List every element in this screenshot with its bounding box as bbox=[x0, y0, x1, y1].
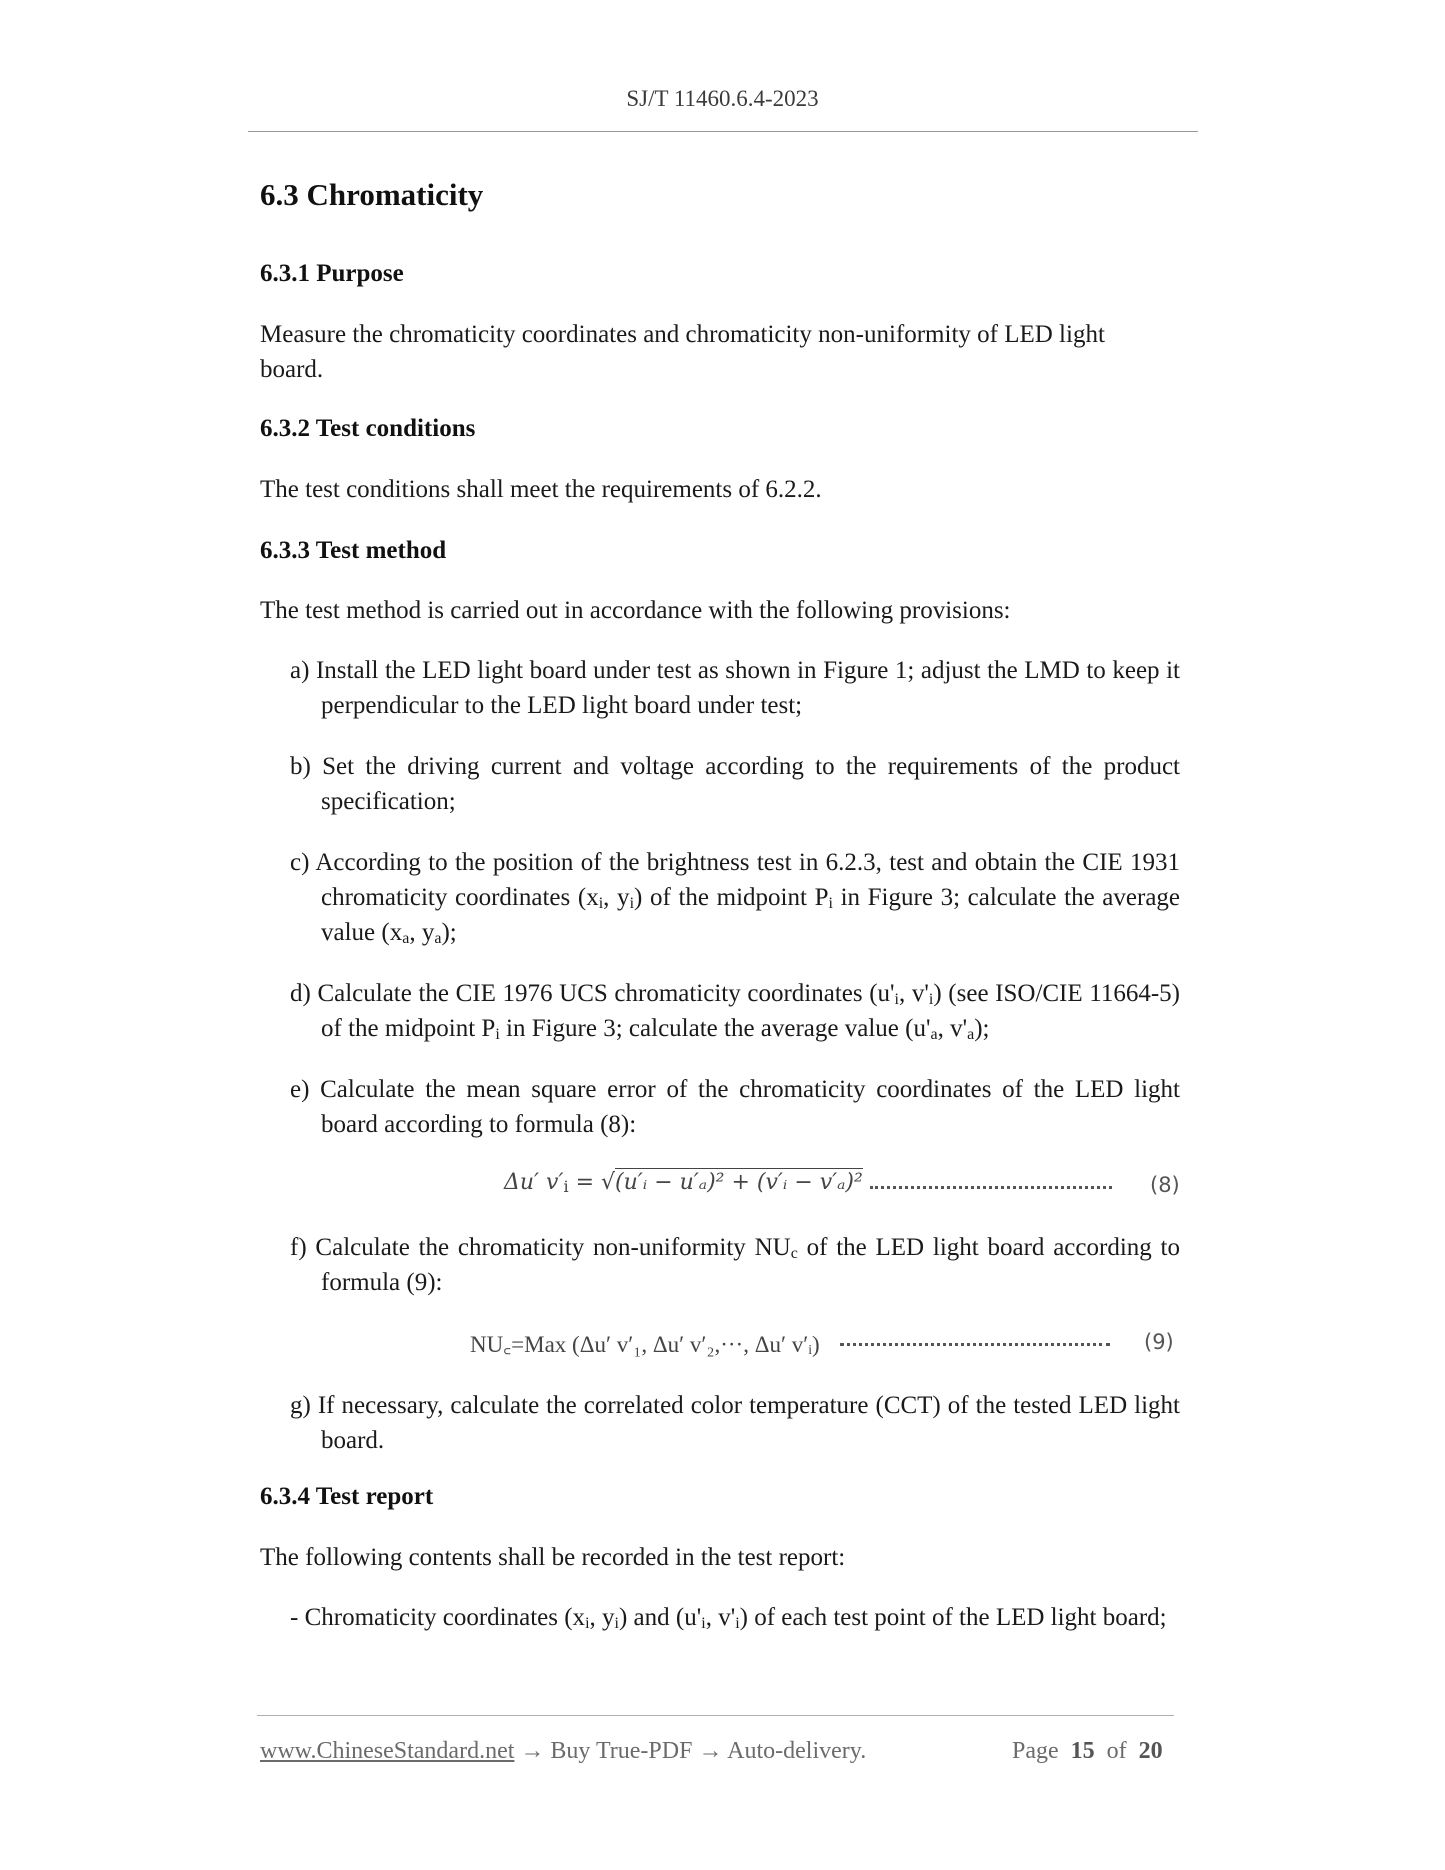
report-item bbox=[290, 1600, 1180, 1635]
report-item-part: - Chromaticity coordinates (x bbox=[290, 1604, 586, 1631]
formula-9-leader bbox=[840, 1343, 1110, 1346]
conditions-heading: 6.3.2 Test conditions bbox=[260, 415, 476, 442]
page-label: Page bbox=[1012, 1738, 1059, 1764]
method-item-d bbox=[290, 976, 1180, 1046]
item-f-part: f) Calculate the chromaticity non-uniformity NU bbox=[290, 1234, 791, 1261]
item-c-part: , y bbox=[603, 884, 630, 911]
conditions-text: The test conditions shall meet the requirements of 6.2.2. bbox=[260, 476, 822, 503]
page-indicator bbox=[1012, 1738, 1163, 1765]
report-heading: 6.3.4 Test report bbox=[260, 1483, 434, 1510]
formula-8-number: (8) bbox=[1150, 1173, 1180, 1197]
subscript: i bbox=[563, 1177, 569, 1196]
report-item-part: ) and (u' bbox=[618, 1604, 702, 1631]
formula-8-lhs: Δu′ v′ bbox=[504, 1170, 564, 1195]
document-code-header: SJ/T 11460.6.4-2023 bbox=[626, 86, 819, 111]
formula-8 bbox=[504, 1170, 863, 1195]
formula-9 bbox=[470, 1327, 820, 1359]
subscript: i bbox=[614, 1615, 619, 1632]
method-item-e bbox=[290, 1072, 1180, 1142]
method-item-a-text: a) Install the LED light board under test as shown in Figure 1; adjust the LMD to keep it perpendicular to the LED light board under test; bbox=[290, 657, 1180, 719]
footer-links bbox=[260, 1738, 866, 1765]
method-heading: 6.3.3 Test method bbox=[260, 537, 447, 564]
item-c-part: ) of the midpoint P bbox=[634, 884, 829, 911]
subscript: i bbox=[928, 991, 934, 1008]
item-d-part: ) (see ISO/CIE 11664-5) of the midpoint P bbox=[321, 980, 1181, 1042]
method-item-f bbox=[290, 1230, 1180, 1300]
item-d-part: ); bbox=[974, 1015, 990, 1042]
arrow: → bbox=[514, 1738, 551, 1764]
formula-8-radicand: (u′ᵢ − u′ₐ)² + (v′ᵢ − v′ₐ)² bbox=[615, 1170, 863, 1195]
subscript: a bbox=[967, 1026, 975, 1043]
subscript: i bbox=[894, 991, 899, 1008]
header-divider bbox=[248, 131, 1198, 132]
subscript: i bbox=[629, 895, 635, 912]
method-intro: The test method is carried out in accordance with the following provisions: bbox=[260, 597, 1011, 624]
method-item-b-text: b) Set the driving current and voltage according to the requirements of the product specification; bbox=[290, 753, 1180, 815]
formula-8-equals: = √ bbox=[568, 1170, 616, 1195]
buy-pdf-link[interactable]: Buy True-PDF bbox=[550, 1738, 693, 1764]
subscript: c bbox=[790, 1245, 798, 1262]
site-link[interactable]: www.ChineseStandard.net bbox=[260, 1738, 515, 1764]
subscript: i bbox=[735, 1615, 740, 1632]
page-total: 20 bbox=[1138, 1738, 1163, 1764]
purpose-line-1: Measure the chromaticity coordinates and chromaticity non-uniformity of LED light bbox=[260, 321, 1105, 348]
subscript: a bbox=[434, 930, 442, 947]
subscript: i bbox=[495, 1026, 500, 1043]
subscript: i bbox=[828, 895, 833, 912]
item-d-part: in Figure 3; calculate the average value (u' bbox=[499, 1015, 931, 1042]
method-item-a bbox=[290, 653, 1180, 723]
subscript: i bbox=[585, 1615, 590, 1632]
of-label: of bbox=[1106, 1738, 1127, 1764]
formula-9-number: (9) bbox=[1144, 1330, 1174, 1354]
page-current: 15 bbox=[1070, 1738, 1095, 1764]
report-intro: The following contents shall be recorded in the test report: bbox=[260, 1544, 846, 1571]
item-f-part: of the LED light board according to formula (9): bbox=[321, 1234, 1180, 1296]
formula-8-leader bbox=[870, 1186, 1112, 1189]
item-c-part: in Figure 3; calculate the average value (x bbox=[321, 884, 1181, 946]
subscript: a bbox=[402, 930, 410, 947]
method-item-e-text: e) Calculate the mean square error of the chromaticity coordinates of the LED light board according to formula (8): bbox=[290, 1076, 1180, 1138]
purpose-text bbox=[260, 317, 1180, 387]
purpose-heading: 6.3.1 Purpose bbox=[260, 260, 404, 287]
subscript: a bbox=[930, 1026, 938, 1043]
footer-divider bbox=[257, 1715, 1174, 1716]
method-item-c bbox=[290, 845, 1180, 950]
method-item-b bbox=[290, 749, 1180, 819]
report-item-part: , y bbox=[589, 1604, 615, 1631]
section-title: 6.3 Chromaticity bbox=[260, 177, 484, 212]
item-d-part: d) Calculate the CIE 1976 UCS chromaticity coordinates (u' bbox=[290, 980, 895, 1007]
subscript: i bbox=[598, 895, 604, 912]
method-item-g bbox=[290, 1388, 1180, 1458]
report-item-part: , v' bbox=[705, 1604, 736, 1631]
item-d-part: , v' bbox=[937, 1015, 968, 1042]
item-c-part: , y bbox=[409, 919, 435, 946]
report-item-part: ) of each test point of the LED light board; bbox=[739, 1604, 1167, 1631]
item-d-part: , v' bbox=[899, 980, 929, 1007]
method-item-g-text: g) If necessary, calculate the correlated color temperature (CCT) of the tested LED light board. bbox=[290, 1392, 1180, 1454]
item-c-part: ); bbox=[441, 919, 457, 946]
arrow: → bbox=[692, 1738, 728, 1764]
formula-9-expression: NU꜀=Max (Δu′ v′₁, Δu′ v′₂,···, Δu′ v′ᵢ) bbox=[470, 1332, 820, 1357]
purpose-line-2: board. bbox=[260, 356, 324, 383]
item-c-part: c) According to the position of the brightness test in 6.2.3, test and obtain the CIE 1931 chromaticity coordinates (x bbox=[290, 849, 1180, 911]
auto-delivery-text: Auto-delivery. bbox=[727, 1738, 867, 1764]
subscript: i bbox=[701, 1615, 706, 1632]
